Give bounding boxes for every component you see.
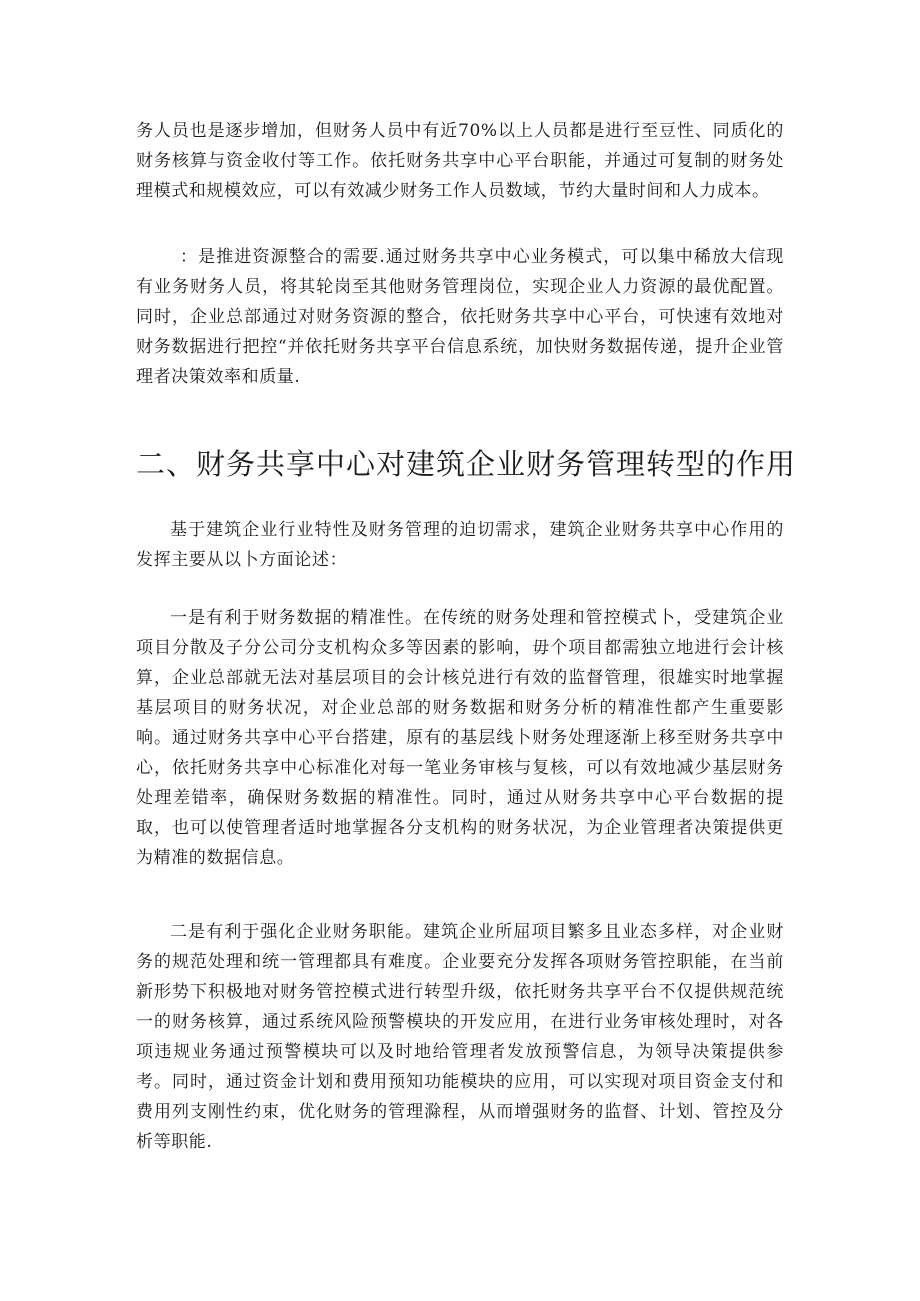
paragraph-intro: 基于建筑企业行业特性及财务管理的迫切需求，建筑企业财务共享中心作用的发挥主要从以卜方面论述： xyxy=(136,520,784,570)
paragraph-finance-functions: 二是有利于强化企业财务职能。建筑企业所屈项目繁多且业态多样，对企业财务的规范处理和统一管理都具有难度。企业要充分发挥各项财务管控职能，在当前新形势下积极地对财务管控模式进行转型升级，依托财务共享平台不仅提供规范统一的财务核算，通过系统风险预警模块的开发应用，在进行业务审核处理时，对各项违规业务通过预警模块可以及时地给管理者发放预警信息，为领导决策提供参考。同时，通过资金计划和费用预知功能模块的应用，可以实现对项目资金支付和费用列支刚性约束，优化财务的管理滁程，从而增强财务的监督、计划、管控及分析等职能. xyxy=(136,922,784,1152)
paragraph-staff-reduction: 务人员也是逐步增加，但财务人员中有近70%以上人员都是进行至豆性、同质化的财务核算与资金收付等工作。依托财务共享中心平台职能，并通过可复制的财务处理模式和规模效应，可以有效减少财务工作人员数域，节约大量时间和人力成本。 xyxy=(136,121,784,201)
section-heading: 二、财务共享中心对建筑企业财务管理转型的作用 xyxy=(136,447,797,481)
paragraph-data-accuracy: 一是有利于财务数据的精准性。在传统的财务处理和管控模式卜，受建筑企业项目分散及子分公司分支机构众多等因素的影响，毋个项目都需独立地进行会计核算，企业总部就无法对基层项目的会计核兑进行有效的监督管理，很雄实时地掌握基层项目的财务状况，对企业总部的财务数据和财务分析的精准性都产生重要影响。通过财务共享中心平台搭建，原有的基层线卜财务处理逐渐上移至财务共享中心，依托财务共享中心标准化对每一笔业务审核与复核，可以有效地减少基层财务处理差错率，确保财务数据的精准性。同时，通过从财务共享中心平台数据的提取，也可以使管理者适时地掌握各分支机构的财务状况，为企业管理者决策提供更为精准的数据信息。 xyxy=(136,608,784,868)
paragraph-resource-integration: ：是推进资源整合的需要.通过财务共享中心业务模式，可以集中稀放大信现有业务财务人员，将其轮岗至其他财务管理岗位，实现企业人力资源的最优配置。同时，企业总部通过对财务资源的整合，依托财务共享中心平台，可快速有效地对财务数据进行把控“并依托财务共享平台信息系统，加快财务数据传递，提升企业管理者决策效率和质量. xyxy=(136,247,784,387)
